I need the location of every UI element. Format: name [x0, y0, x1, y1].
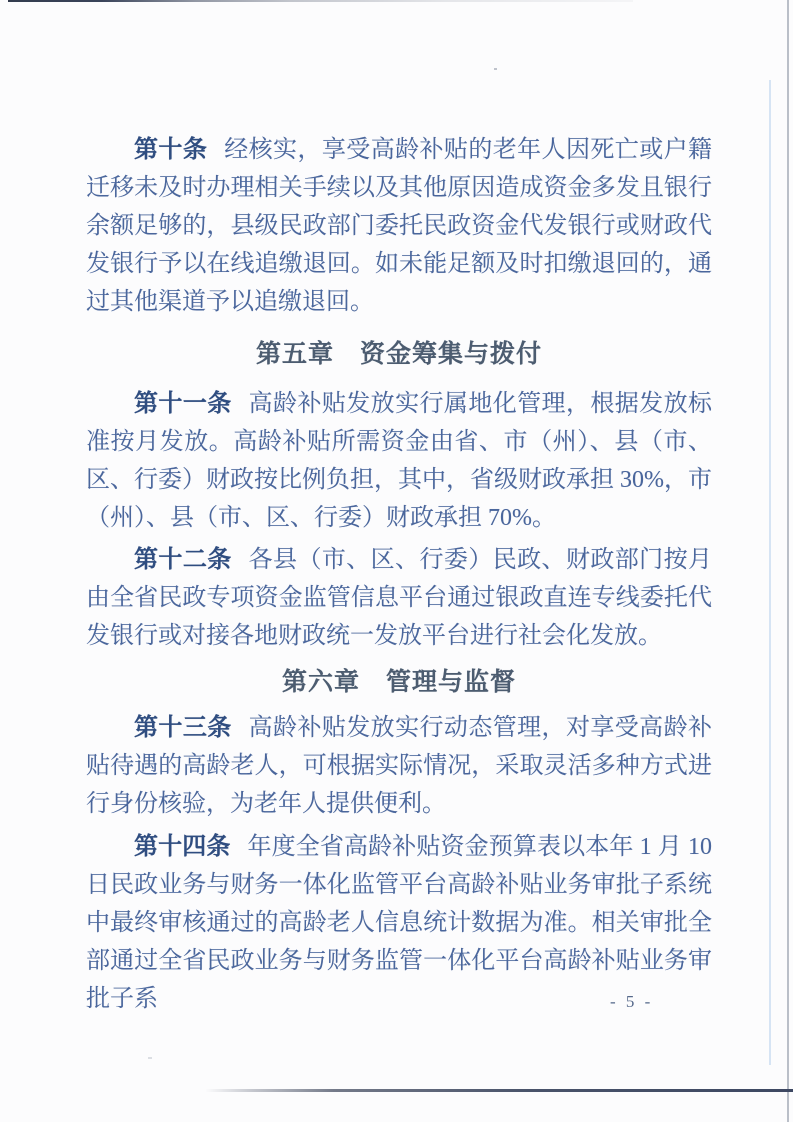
article-10-number: 第十条 [134, 137, 208, 163]
scan-artifact-top-edge [8, 0, 633, 2]
article-14-number: 第十四条 [134, 834, 231, 860]
article-13-text: 高龄补贴发放实行动态管理，对享受高龄补贴待遇的高龄老人，可根据实际情况，采取灵活多种方式进行身份核验，为老年人提供便利。 [86, 715, 713, 817]
scan-speck [494, 68, 497, 70]
article-14-paragraph [86, 828, 712, 1018]
article-13-paragraph [86, 709, 712, 823]
article-11-text: 高龄补贴发放实行属地化管理，根据发放标准按月发放。高龄补贴所需资金由省、市（州）、县（市、区、行委）财政按比例负担，其中，省级财政承担 30%，市（州）、县（市、区、行委）财政承担 70%。 [86, 391, 713, 531]
chapter-5-heading: 第五章 资金筹集与拨付 [255, 340, 542, 368]
article-12-number: 第十二条 [134, 547, 232, 573]
scan-artifact-right-blue-line [769, 80, 771, 1065]
article-12-text: 各县（市、区、行委）民政、财政部门按月由全省民政专项资金监管信息平台通过银政直连专线委托代发银行或对接各地财政统一发放平台进行社会化发放。 [86, 547, 713, 649]
article-12-paragraph [86, 541, 712, 655]
article-11-number: 第十一条 [134, 391, 232, 417]
article-10-text: 经核实，享受高龄补贴的老年人因死亡或户籍迁移未及时办理相关手续以及其他原因造成资金多发且银行余额足够的，县级民政部门委托民政资金代发银行或财政代发银行予以在线追缴退回。如未能足额及时扣缴退回的，通过其他渠道予以追缴退回。 [86, 137, 713, 315]
article-11-paragraph [86, 385, 712, 537]
chapter-6-heading: 第六章 管理与监督 [281, 668, 516, 696]
page-number: - 5 - [610, 992, 654, 1011]
article-14-text: 年度全省高龄补贴资金预算表以本年 1 月 10 日民政业务与财务一体化监管平台高龄补贴业务审批子系统中最终审核通过的高龄老人信息统计数据为准。相关审批全部通过全省民政业务与财务监管一体化平台高龄补贴业务审批子系 [86, 834, 712, 1012]
document-body [86, 131, 712, 1018]
scan-artifact-right-gray-line [787, 0, 789, 1122]
scan-speck [148, 1057, 152, 1059]
scan-artifact-bottom-edge [205, 1089, 793, 1092]
article-10-paragraph [86, 131, 712, 321]
article-13-number: 第十三条 [134, 715, 232, 741]
